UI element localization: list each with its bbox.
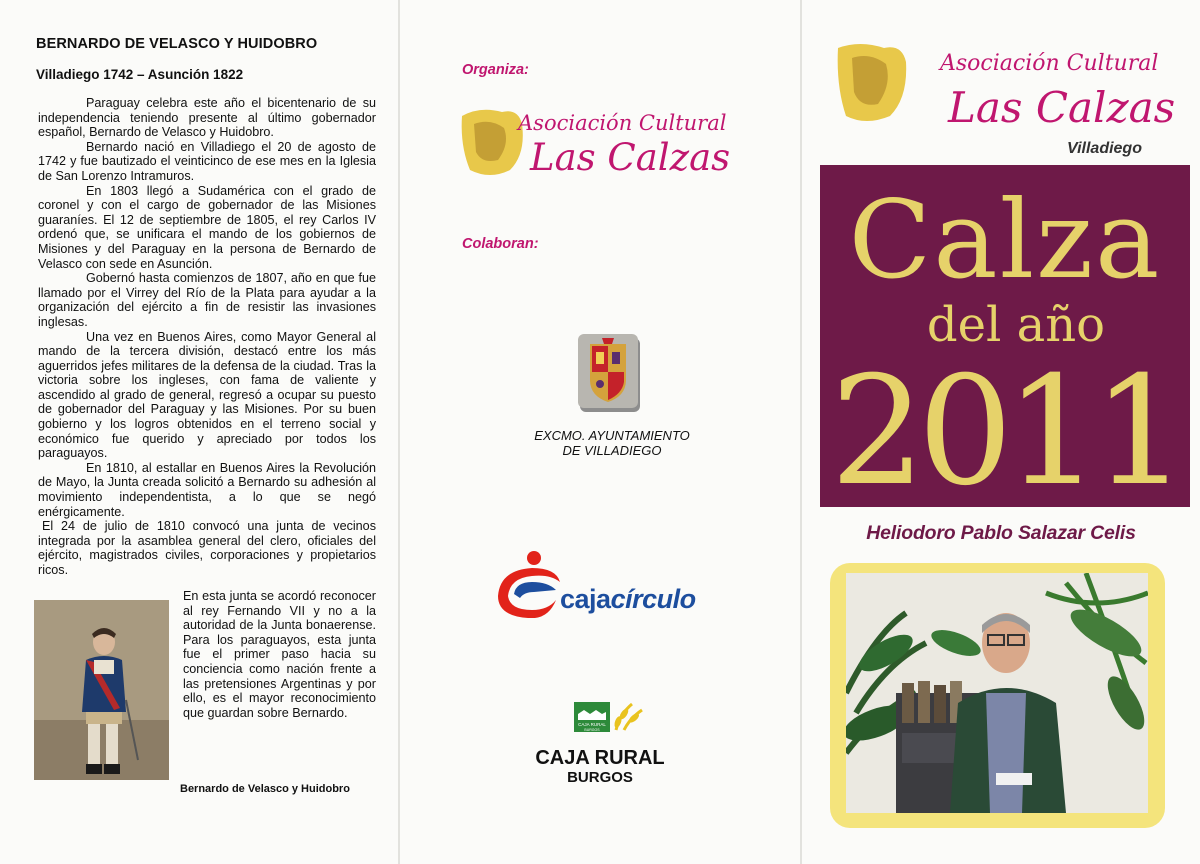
article-paragraph: Paraguay celebra este año el bicentenario de su independencia teniendo presente al último gobernador español, Bernardo de Velasco y Huidobro. [38, 96, 376, 140]
article-body [38, 96, 376, 578]
caja-rural-logo [520, 700, 680, 790]
caja-rural-line2: BURGOS [567, 769, 633, 786]
calzas-logo-image [462, 110, 523, 175]
town-name: Villadiego [1067, 140, 1142, 157]
left-panel [0, 0, 398, 864]
caja-rural-line1: CAJA RURAL [535, 747, 665, 769]
ayuntamiento-line2: DE VILLADIEGO [562, 443, 662, 458]
middle-panel [400, 0, 800, 864]
portrait-figure-icon [34, 600, 169, 780]
article-title: BERNARDO DE VELASCO Y HUIDOBRO [36, 36, 318, 52]
cajacirculo-text-a: caja [560, 584, 611, 614]
banner-word1: Calza [848, 178, 1162, 303]
title-banner [820, 165, 1190, 507]
article-paragraph: El 24 de julio de 1810 convocó una junta de vecinos integrada por la asamblea general del clero, oficiales del ejército, magistrados civiles, corporaciones y propietarios ricos. [38, 519, 376, 577]
ayuntamiento-label [512, 428, 712, 458]
caja-rural-small-text: CAJA RURAL [578, 722, 606, 727]
article-paragraph: En esta junta se acordó reconocer al rey Fernando VII y no a la autoridad de la Junta bonaerense. Para los paraguayos, esta junta fue el primer paso hacia su conciencia como nación frente a las pretensiones Argentinas y por ello, es el mayor reconocimiento que guardan sobre Bernardo. [183, 589, 376, 720]
assoc-name-line1: Asociación Cultural [518, 111, 727, 135]
right-panel [802, 0, 1200, 864]
author-photo [846, 573, 1148, 813]
banner-year: 2011 [830, 345, 1180, 507]
cajacirculo-dot-icon [527, 551, 541, 565]
calzas-logo-image [838, 44, 907, 121]
caja-rural-small-text2: BURGOS [584, 728, 600, 732]
cajacirculo-logo [490, 548, 720, 618]
article-paragraph: En 1810, al estallar en Buenos Aires la Revolución de Mayo, la Junta creada solicitó a Bernardo su adhesión al movimiento independentista, a lo que se negó enérgicamente. [38, 460, 376, 519]
assoc-name-line2: Las Calzas [530, 136, 731, 179]
portrait-painting [34, 600, 169, 780]
association-logo [836, 40, 1186, 130]
cajacirculo-text-b: círculo [610, 584, 696, 614]
portrait-caption: Bernardo de Velasco y Huidobro [180, 783, 350, 795]
wheat-icon [613, 704, 642, 730]
colaboran-label: Colaboran: [462, 236, 539, 252]
article-paragraph: Bernardo nació en Villadiego el 20 de agosto de 1742 y fue bautizado el veinticinco de ese mes en la Iglesia de San Lorenzo Intramuros. [38, 139, 376, 183]
author-name: Heliodoro Pablo Salazar Celis [866, 522, 1136, 544]
article-subtitle: Villadiego 1742 – Asunción 1822 [36, 67, 244, 82]
author-photo-frame [830, 563, 1165, 828]
banner-word2: del año [926, 297, 1106, 353]
article-paragraph: En 1803 llegó a Sudamérica con el grado de coronel y con el cargo de gobernador de las Misiones guaraníes. El 12 de septiembre de 1805, el rey Carlos IV ordenó que, se unificara el mando de los gobiernos de Misiones y del Paraguay en la persona de Bernardo de Velasco con sede en Asunción. [38, 183, 376, 271]
ayuntamiento-line1: EXCMO. AYUNTAMIENTO [534, 428, 690, 443]
association-logo [460, 104, 760, 184]
article-float-text [183, 589, 376, 720]
assoc-name-line1: Asociación Cultural [940, 51, 1159, 76]
article-paragraph: Una vez en Buenos Aires, como Mayor General al mando de la tercera división, destacó entre los más aguerridos jefes militares de la defensa de la ciudad. Tras la victoria sobre los ingleses, con fama de valiente y ascendido al grado de general, regresó a ocupar su puesto de gobernador del Paraguay y las Misiones. Por su buen gobierno y los logros obtenidos en el terreno social y económico fue querido y apreciado por todos los paraguayos. [38, 329, 376, 461]
assoc-name-line2: Las Calzas [948, 83, 1176, 130]
villadiego-coat-of-arms [578, 334, 642, 414]
svg-text:cajacírculo [560, 584, 696, 614]
organiza-label: Organiza: [462, 62, 529, 78]
article-paragraph: Gobernó hasta comienzos de 1807, año en que fue llamado por el Virrey del Río de la Plata para ayudar a la organización del ejército a fin de resistir las invasiones inglesas. [38, 271, 376, 329]
